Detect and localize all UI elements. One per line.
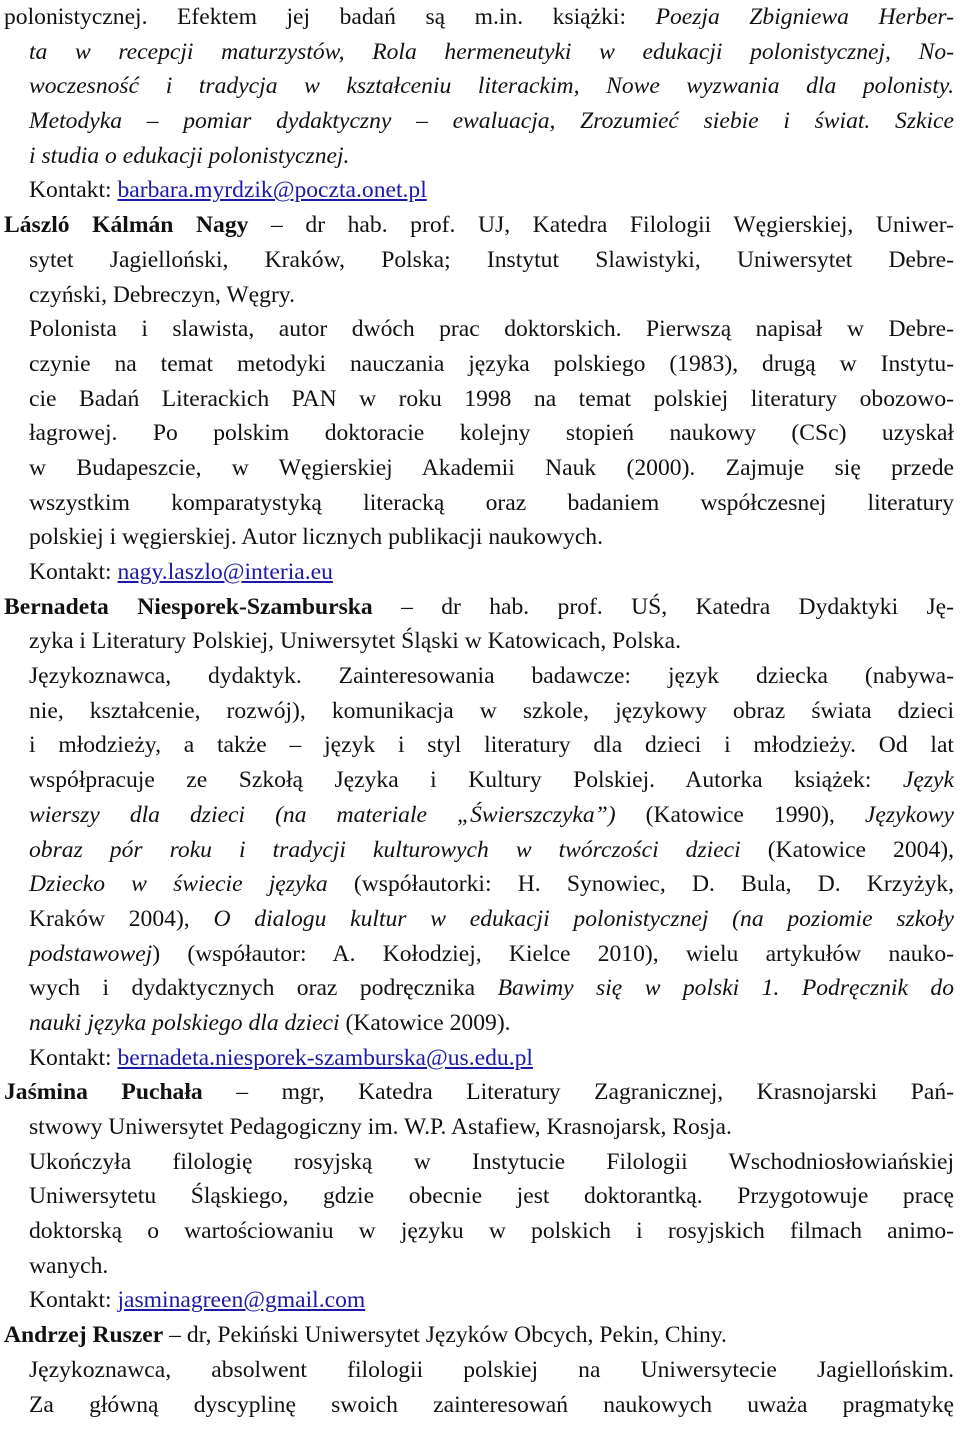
text-line bbox=[4, 173, 954, 208]
italic-text: obraz pór roku i tradycji kulturowych w twórczości dzieci bbox=[29, 836, 741, 863]
text-segment: i młodzieży, a także – język i styl literatury dla dzieci i młodzieży. Od lat bbox=[29, 732, 954, 759]
italic-text: woczesność i tradycja w kształceniu literackim, Nowe wyzwania dla polonisty. bbox=[29, 73, 954, 100]
person-name: Andrzej Ruszer bbox=[4, 1322, 164, 1349]
italic-text: wierszy dla dzieci (na materiale „Świerszczyka”) bbox=[29, 801, 616, 828]
text-line bbox=[4, 1006, 954, 1041]
text-segment: doktorską o wartościowaniu w języku w polskich i rosyjskich filmach animo- bbox=[29, 1218, 954, 1245]
text-segment: (Katowice 2004), bbox=[740, 836, 954, 863]
text-segment: Polonista i slawista, autor dwóch prac doktorskich. Pierwszą napisał w Debre- bbox=[29, 316, 954, 343]
text-line bbox=[4, 1318, 954, 1353]
italic-text: i studia o edukacji polonistycznej. bbox=[29, 142, 350, 169]
text-line bbox=[4, 798, 954, 833]
text-line bbox=[4, 1388, 954, 1423]
text-segment: łagrowej. Po polskim doktoracie kolejny stopień naukowy (CSc) uzyskał bbox=[29, 420, 954, 447]
text-line bbox=[4, 520, 954, 555]
italic-text: podstawowej bbox=[29, 940, 153, 967]
text-line bbox=[4, 1145, 954, 1180]
text-segment: Kraków 2004), bbox=[29, 905, 214, 932]
text-line bbox=[4, 312, 954, 347]
text-segment: Kontakt: bbox=[29, 177, 118, 204]
text-segment: Kontakt: bbox=[29, 559, 118, 585]
italic-text: ta w recepcji maturzystów, Rola hermeneutyki w edukacji polonistycznej, No- bbox=[29, 38, 954, 65]
italic-text: Dziecko w świecie języka bbox=[29, 871, 328, 898]
email-link[interactable]: jasminagreen@gmail.com bbox=[117, 1287, 366, 1314]
person-name: Jaśmina Puchała bbox=[4, 1079, 203, 1106]
text-segment: (współautorki: H. Synowiec, D. Bula, D. Krzyżyk, bbox=[327, 871, 954, 898]
text-line bbox=[4, 347, 954, 382]
text-segment: wych i dydaktycznych oraz podręcznika bbox=[29, 975, 498, 1002]
text-line bbox=[4, 486, 954, 521]
italic-text: nauki języka polskiego dla dzieci bbox=[29, 1009, 340, 1036]
text-line bbox=[4, 624, 954, 659]
text-segment: czynie na temat metodyki nauczania języka polskiego (1983), drugą w Instytu- bbox=[29, 350, 954, 377]
person-name: Bernadeta Niesporek-Szamburska bbox=[4, 593, 373, 620]
text-line bbox=[4, 590, 954, 625]
italic-text: Bawimy się w polski 1. Podręcznik do bbox=[497, 975, 954, 1002]
text-line bbox=[4, 659, 954, 694]
text-segment: Kontakt: bbox=[29, 1287, 118, 1314]
text-segment: – dr hab. prof. UŚ, Katedra Dydaktyki Ję- bbox=[372, 593, 954, 620]
text-line bbox=[4, 104, 954, 139]
text-segment: Kontakt: bbox=[29, 1044, 118, 1071]
text-line bbox=[4, 1041, 954, 1076]
text-segment: stwowy Uniwersytet Pedagogiczny im. W.P. Astafiew, Krasnojarsk, Rosja. bbox=[29, 1114, 732, 1140]
text-segment: w Budapeszcie, w Węgierskiej Akademii Nauk (2000). Zajmuje się przede bbox=[29, 454, 954, 481]
text-segment: Ukończyła filologię rosyjską w Instytucie Filologii Wschodniosłowiańskiej bbox=[29, 1148, 954, 1175]
person-name: László Kálmán Nagy bbox=[4, 212, 249, 239]
text-line bbox=[4, 937, 954, 972]
text-line bbox=[4, 208, 954, 243]
text-line bbox=[4, 416, 954, 451]
italic-text: O dialogu kultur w edukacji polonistycznej (na poziomie szkoły bbox=[213, 905, 954, 932]
italic-text: Język bbox=[902, 767, 954, 794]
text-segment: ) (współautor: A. Kołodziej, Kielce 2010), wielu artykułów nauko- bbox=[152, 940, 954, 967]
text-segment: wanych. bbox=[29, 1252, 109, 1279]
text-segment: Za główną dyscyplinę swoich zainteresowań naukowych uważa pragmatykę bbox=[29, 1391, 954, 1418]
text-line bbox=[4, 867, 954, 902]
text-segment: polonistycznej. Efektem jej badań są m.in. książki: bbox=[4, 4, 656, 30]
email-link[interactable]: bernadeta.niesporek-szamburska@us.edu.pl bbox=[117, 1044, 533, 1071]
text-segment: (Katowice 1990), bbox=[615, 801, 865, 828]
italic-text: Językowy bbox=[864, 801, 954, 828]
text-line bbox=[4, 728, 954, 763]
text-segment: zyka i Literatury Polskiej, Uniwersytet Śląski w Katowicach, Polska. bbox=[29, 628, 681, 655]
italic-text: Metodyka – pomiar dydaktyczny – ewaluacja, Zrozumieć siebie i świat. Szkice bbox=[29, 108, 954, 135]
text-segment: nie, kształcenie, rozwój), komunikacja w szkole, językowy obraz świata dzieci bbox=[29, 697, 954, 724]
text-line bbox=[4, 1249, 954, 1284]
text-line bbox=[4, 1179, 954, 1214]
text-line bbox=[4, 382, 954, 417]
text-line bbox=[4, 1110, 954, 1145]
text-segment: – mgr, Katedra Literatury Zagranicznej, Krasnojarski Pań- bbox=[202, 1079, 954, 1106]
text-line bbox=[4, 1353, 954, 1388]
text-segment: (Katowice 2009). bbox=[339, 1009, 511, 1036]
text-segment: czyński, Debreczyn, Węgry. bbox=[29, 281, 295, 308]
text-line bbox=[4, 833, 954, 868]
text-line bbox=[4, 278, 954, 313]
text-segment: Językoznawca, absolwent filologii polskiej na Uniwersytecie Jagiellońskim. bbox=[29, 1356, 954, 1383]
text-line bbox=[4, 1075, 954, 1110]
text-segment: polskiej i węgierskiej. Autor licznych publikacji naukowych. bbox=[29, 524, 603, 551]
text-line bbox=[4, 1283, 954, 1318]
text-line bbox=[4, 971, 954, 1006]
text-line bbox=[4, 1214, 954, 1249]
text-segment: cie Badań Literackich PAN w roku 1998 na temat polskiej literatury obozowo- bbox=[29, 385, 954, 412]
text-line bbox=[4, 451, 954, 486]
text-line bbox=[4, 69, 954, 104]
text-segment: wszystkim komparatystyką literacką oraz badaniem współczesnej literatury bbox=[29, 489, 954, 516]
email-link[interactable]: barbara.myrdzik@poczta.onet.pl bbox=[117, 177, 427, 204]
text-line bbox=[4, 694, 954, 729]
text-segment: Językoznawca, dydaktyk. Zainteresowania badawcze: język dziecka (nabywa- bbox=[29, 663, 954, 690]
text-segment: Uniwersytetu Śląskiego, gdzie obecnie jest doktorantką. Przygotowuje pracę bbox=[29, 1183, 954, 1210]
text-line bbox=[4, 243, 954, 278]
italic-text: Poezja Zbigniewa Herber- bbox=[655, 4, 954, 30]
text-segment: – dr, Pekiński Uniwersytet Języków Obcych, Pekin, Chiny. bbox=[163, 1322, 727, 1349]
text-line bbox=[4, 35, 954, 70]
text-segment: – dr hab. prof. UJ, Katedra Filologii Węgierskiej, Uniwer- bbox=[248, 212, 954, 239]
text-line bbox=[4, 0, 954, 35]
text-line bbox=[4, 763, 954, 798]
text-segment: sytet Jagielloński, Kraków, Polska; Instytut Slawistyki, Uniwersytet Debre- bbox=[29, 246, 954, 273]
text-line bbox=[4, 555, 954, 590]
text-line bbox=[4, 902, 954, 937]
email-link[interactable]: nagy.laszlo@interia.eu bbox=[117, 559, 333, 585]
text-segment: współpracuje ze Szkołą Języka i Kultury Polskiej. Autorka książek: bbox=[29, 767, 903, 794]
text-line bbox=[4, 139, 954, 174]
